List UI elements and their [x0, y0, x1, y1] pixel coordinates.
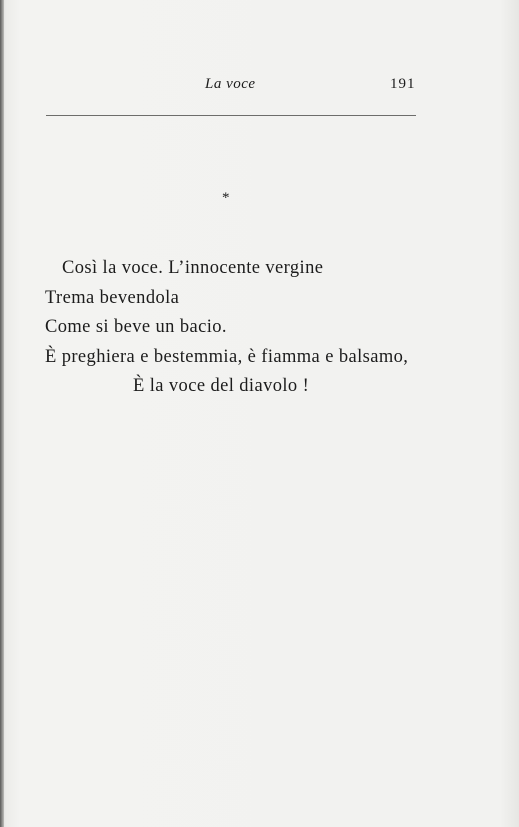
verse-line: È preghiera e bestemmia, è fiamma e balsamo,	[45, 347, 409, 367]
page-number: 191	[390, 76, 416, 92]
page-binding-edge	[0, 0, 4, 827]
verse-line: Come si beve un bacio.	[45, 317, 227, 337]
header-rule	[46, 115, 416, 116]
running-head	[0, 76, 519, 100]
running-title: La voce	[205, 76, 256, 92]
verse-line: Trema bevendola	[45, 288, 180, 308]
verse-line: Così la voce. L’innocente vergine	[62, 258, 324, 278]
section-asterisk: *	[222, 190, 230, 206]
verse-line: È la voce del diavolo !	[133, 376, 310, 396]
